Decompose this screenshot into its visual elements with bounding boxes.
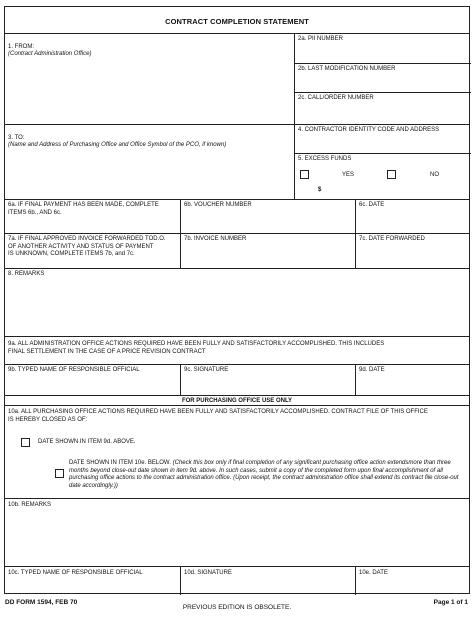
closeout-9d-checkbox[interactable]: [21, 438, 30, 447]
row-9-signatures: [5, 364, 469, 395]
obsolete-notice: PREVIOUS EDITION IS OBSOLETE.: [182, 604, 292, 611]
field-2b-last-modification[interactable]: [295, 63, 471, 92]
field-6a-final-payment: 6a. IF FINAL PAYMENT HAS BEEN MADE, COMPLETE ITEMS 6b., AND 6c.: [8, 202, 159, 216]
row-8-remarks: [5, 268, 469, 336]
field-1-from[interactable]: [5, 34, 294, 130]
field-3-label: 3. TO:: [8, 134, 25, 141]
purchasing-office-header: FOR PURCHASING OFFICE USE ONLY: [181, 398, 293, 404]
field-2c-label: 2c. CALL/ORDER NUMBER: [298, 95, 374, 101]
field-2b-label: 2b. LAST MODIFICATION NUMBER: [298, 66, 396, 72]
field-1-label: 1. FROM:: [8, 43, 35, 50]
contractor-column: [294, 125, 471, 199]
row-to: [5, 124, 469, 199]
field-8-remarks[interactable]: 8. REMARKS: [8, 271, 45, 277]
field-10c-typed-name[interactable]: 10c. TYPED NAME OF RESPONSIBLE OFFICIAL: [8, 570, 143, 576]
page-number: Page 1 of 1: [433, 599, 468, 606]
row-7-invoice: [5, 233, 469, 268]
pii-column: [294, 34, 471, 130]
closeout-10e-label: DATE SHOWN IN ITEM 10e. BELOW.: [69, 460, 171, 466]
row-10-signatures: [5, 566, 469, 595]
excess-funds-dollar-sign: $: [318, 187, 322, 193]
contract-completion-form: [4, 6, 470, 594]
row-purchasing-header: [5, 395, 469, 405]
field-3-hint: (Name and Address of Purchasing Office and Office Symbol of the PCO, if known): [8, 142, 227, 148]
field-6b-voucher-number[interactable]: 6b. VOUCHER NUMBER: [180, 200, 355, 233]
excess-funds-yes-label: YES: [342, 172, 355, 178]
field-9d-date[interactable]: 9d. DATE: [355, 365, 471, 395]
row-10b-remarks: [5, 498, 469, 566]
field-6c-date[interactable]: 6c. DATE: [355, 200, 471, 233]
field-3-to[interactable]: [5, 125, 294, 199]
field-9b-typed-name[interactable]: 9b. TYPED NAME OF RESPONSIBLE OFFICIAL: [8, 367, 140, 373]
excess-funds-no-checkbox[interactable]: [387, 170, 396, 179]
field-5-excess-funds: [295, 153, 471, 200]
row-6-final-payment: [5, 199, 469, 233]
form-id: DD FORM 1594, FEB 70: [5, 599, 78, 606]
field-10e-date[interactable]: 10e. DATE: [355, 567, 471, 595]
field-9a-statement: 9a. ALL ADMINISTRATION OFFICE ACTIONS REQUIRED HAVE BEEN FULLY AND SATISFACTORILY ACCOMPLISHED. THIS INCLUDES FINAL SETTLEMENT IN THE CASE OF A PRICE REVISION CONTRACT: [8, 341, 385, 355]
field-2a-label: 2a. PII NUMBER: [298, 36, 344, 42]
field-4-label: 4. CONTRACTOR IDENTITY CODE AND ADDRESS: [298, 127, 440, 133]
field-7a-invoice-forwarded: 7a. IF FINAL APPROVED INVOICE FORWARDED TOD.O. OF ANOTHER ACTIVITY AND STATUS OF PAYMENT IS UNKNOWN, COMPLETE ITEMS 7b, and 7c.: [8, 236, 166, 257]
closeout-9d-label: DATE SHOWN IN ITEM 9d. ABOVE.: [38, 439, 136, 445]
field-10a-statement: 10a. ALL PURCHASING OFFICE ACTIONS REQUIRED HAVE BEEN FULLY AND SATISFACTORILY ACCOMPLISHED. CONTRACT FILE OF THIS OFFICE IS HEREBY CLOSED AS OF:: [8, 409, 428, 423]
excess-funds-yes-checkbox[interactable]: [300, 170, 309, 179]
row-10a-closeout: [5, 405, 469, 498]
field-10d-signature[interactable]: 10d. SIGNATURE: [180, 567, 355, 595]
field-9c-signature[interactable]: 9c. SIGNATURE: [180, 365, 355, 395]
closeout-10e-checkbox[interactable]: [55, 469, 64, 478]
row-9a-statement: [5, 336, 469, 364]
closeout-10e-instructions: (Check this box only if final completion of any significant purchasing office action extendsmore than three months beyond close-out date shown in item 9d. above. In such cases, submit a copy of the completed form upon final accomplishment of all purchasing office actions to the contract administration office. (Upon receipt, the contract administration office shall extend its contract file close-out date accordingly.)): [69, 460, 459, 489]
field-7b-invoice-number[interactable]: 7b. INVOICE NUMBER: [180, 234, 355, 268]
field-10b-remarks[interactable]: 10b. REMARKS: [8, 502, 52, 508]
closeout-10e-text: [69, 460, 464, 490]
excess-funds-no-label: NO: [430, 172, 439, 178]
field-5-label: 5. EXCESS FUNDS: [298, 156, 352, 162]
field-7c-date-forwarded[interactable]: 7c. DATE FORWARDED: [355, 234, 471, 268]
form-title: CONTRACT COMPLETION STATEMENT: [165, 17, 309, 26]
field-1-hint: (Contract Administration Office): [8, 51, 92, 57]
row-from: [5, 33, 469, 130]
